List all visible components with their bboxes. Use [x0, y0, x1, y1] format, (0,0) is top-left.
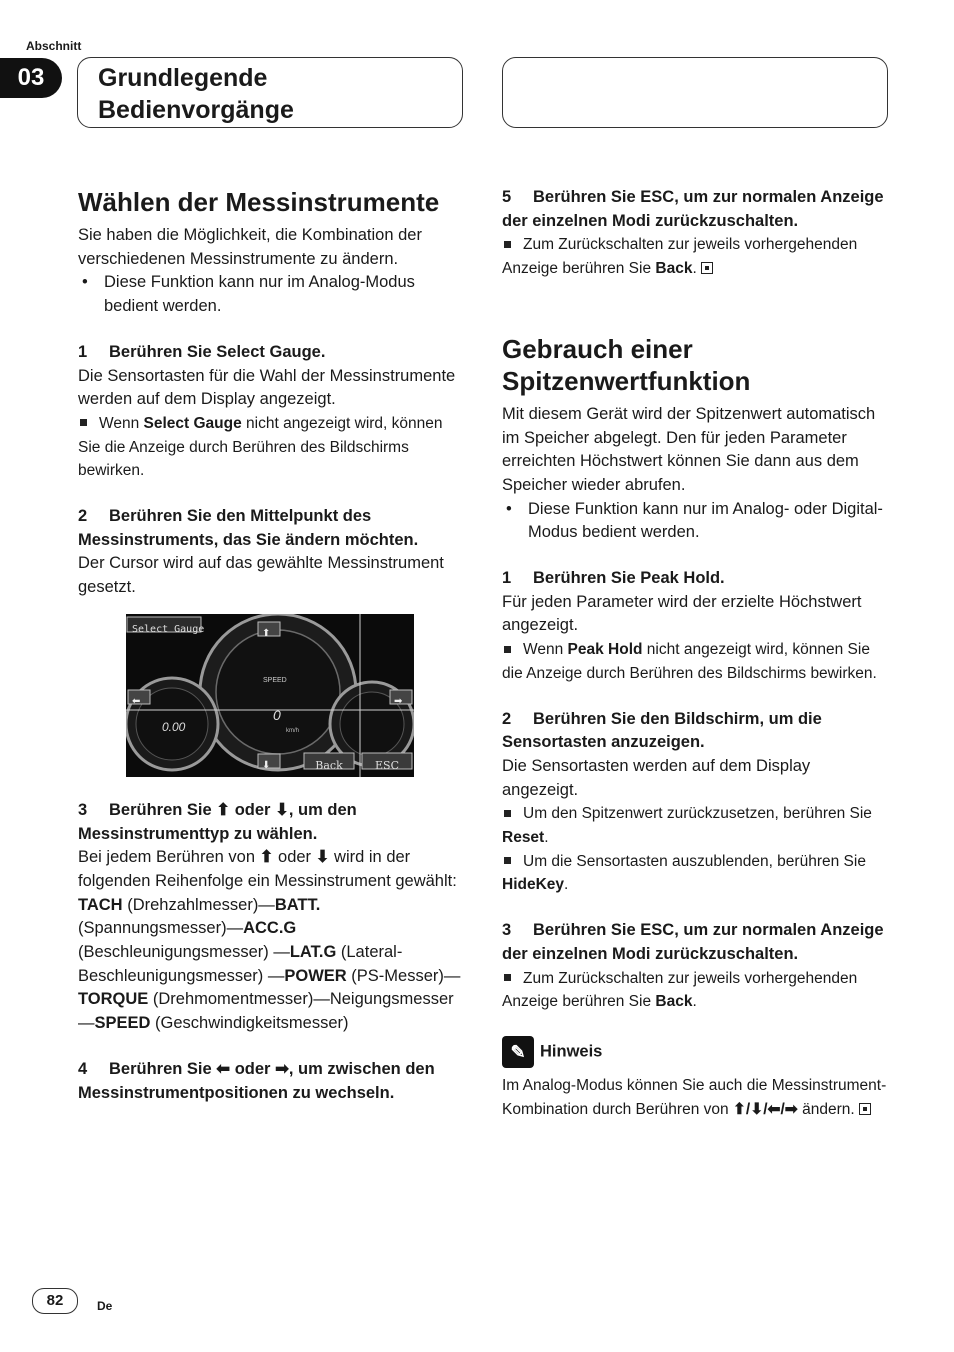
- right-arrow-icon[interactable]: ➡: [394, 695, 403, 707]
- bullet-item: • Diese Funktion kann nur im Analog-Modus bedient werden.: [78, 271, 464, 318]
- step-1-body: Für jeden Parameter wird der erzielte Höchstwert angezeigt.: [502, 592, 862, 635]
- section-label: Abschnitt: [26, 39, 82, 53]
- down-arrow-icon[interactable]: ⬇: [262, 759, 271, 771]
- step-2-title: 2 Berühren Sie den Mittelpunkt des Messinstruments, das Sie ändern möchten.: [78, 507, 419, 549]
- step-2-title: 2 Berühren Sie den Bildschirm, um die Sensortasten anzuzeigen.: [502, 709, 822, 752]
- back-button[interactable]: Back: [315, 758, 343, 772]
- select-gauge-button[interactable]: Select Gauge: [132, 623, 205, 635]
- step-3-body: Bei jedem Berühren von ⬆ oder ⬇ wird in der folgenden Reihenfolge ein Messinstrument gewählt:: [78, 848, 457, 890]
- language-code: De: [97, 1299, 113, 1313]
- empty-header-box: [502, 57, 888, 128]
- chapter-number: 03: [0, 58, 62, 98]
- step-4-title: 4 Berühren Sie ⬅ oder ➡, um zwischen den Messinstrumentpositionen zu wechseln.: [78, 1059, 435, 1102]
- bullet-item: • Diese Funktion kann nur im Analog- oder Digital-Modus bedient werden.: [502, 498, 888, 545]
- left-gauge-value: 0.00: [162, 719, 186, 734]
- up-arrow-icon: ⬆: [259, 848, 274, 867]
- down-arrow-icon: ⬇: [275, 800, 289, 819]
- step-1-body: Die Sensortasten für die Wahl der Messinstrumente werden auf dem Display angezeigt.: [78, 366, 456, 409]
- up-arrow-icon[interactable]: ⬆: [262, 627, 271, 639]
- esc-button[interactable]: ESC: [375, 758, 399, 772]
- section-heading: Wählen der Messinstrumente: [78, 187, 440, 217]
- speed-gauge-label: SPEED: [263, 676, 287, 684]
- chapter-title-line2: Bedienvorgänge: [98, 96, 294, 124]
- note-pencil-icon: ✎: [502, 1036, 534, 1068]
- left-arrow-icon[interactable]: ⬅: [132, 695, 141, 707]
- right-arrow-icon: ➡: [275, 1059, 289, 1078]
- step-3-title: 3 Berühren Sie ⬆ oder ⬇, um den Messinstrumenttyp zu wählen.: [78, 800, 357, 843]
- right-column: [502, 186, 888, 1121]
- step-3-note: Zum Zurückschalten zur jeweils vorhergehenden Anzeige berühren Sie Back.: [502, 969, 858, 1011]
- step-2-note-2: Um die Sensortasten auszublenden, berühren Sie HideKey.: [502, 852, 866, 894]
- speed-value: 0: [273, 706, 281, 723]
- speed-unit: km/h: [286, 727, 300, 734]
- step-1-title: 1 Berühren Sie Select Gauge.: [78, 342, 326, 361]
- intro-text: Mit diesem Gerät wird der Spitzenwert automatisch im Speicher abgelegt. Den für jeden Parameter erreichten Höchstwert können Sie dann aus dem Speicher wieder abrufen.: [502, 404, 876, 494]
- step-3-title: 3 Berühren Sie ESC, um zur normalen Anzeige der einzelnen Modi zurückzuschalten.: [502, 921, 884, 963]
- step-1-note: Wenn Peak Hold nicht angezeigt wird, können Sie die Anzeige durch Berühren des Bildschirms bewirken.: [502, 641, 877, 682]
- intro-text: Sie haben die Möglichkeit, die Kombination der verschiedenen Messinstrumente zu ändern.: [78, 226, 422, 268]
- up-arrow-icon: ⬆: [216, 800, 231, 819]
- step-2-body: Die Sensortasten werden auf dem Display angezeigt.: [502, 756, 811, 799]
- chapter-title-line1: Grundlegende: [98, 64, 268, 92]
- step-1-note: Wenn Select Gauge nicht angezeigt wird, können Sie die Anzeige durch Berühren des Bildschirms bewirken.: [78, 414, 443, 480]
- left-arrow-icon: ⬅: [216, 1059, 231, 1078]
- step-5-title: 5 Berühren Sie ESC, um zur normalen Anzeige der einzelnen Modi zurückzuschalten.: [502, 188, 884, 230]
- page-number: 82: [32, 1288, 78, 1314]
- hinweis-text: Im Analog-Modus können Sie auch die Messinstrument-Kombination durch Berühren von ⬆/⬇/⬅/➡ ändern.: [502, 1076, 887, 1118]
- hinweis-heading: ✎ Hinweis: [502, 1036, 888, 1068]
- arrow-icons: ⬆/⬇/⬅/➡: [732, 1100, 798, 1118]
- step-1-title: 1 Berühren Sie Peak Hold.: [502, 569, 725, 588]
- chapter-title: [77, 57, 463, 128]
- end-mark-icon: [859, 1103, 871, 1115]
- step-2-body: Der Cursor wird auf das gewählte Messinstrument gesetzt.: [78, 554, 444, 597]
- step-2-note-1: Um den Spitzenwert zurückzusetzen, berühren Sie Reset.: [502, 805, 872, 847]
- down-arrow-icon: ⬇: [315, 848, 330, 867]
- gauge-screenshot: [126, 614, 414, 777]
- gauge-sequence: TACH (Drehzahlmesser)—BATT. (Spannungsmesser)—ACC.G (Beschleunigungsmesser) —LAT.G (Lateral-Beschleunigungsmesser) —POWER (PS-Messer)—TORQUE (Drehmomentmesser)—Neigungsmesser—SPEED (Geschwindigkeitsmesser): [78, 895, 461, 1033]
- section-heading: Gebrauch einer Spitzenwertfunktion: [502, 333, 751, 396]
- left-column: [78, 186, 464, 1105]
- end-mark-icon: [701, 262, 713, 274]
- step-5-note: Zum Zurückschalten zur jeweils vorhergehenden Anzeige berühren Sie Back.: [502, 236, 858, 278]
